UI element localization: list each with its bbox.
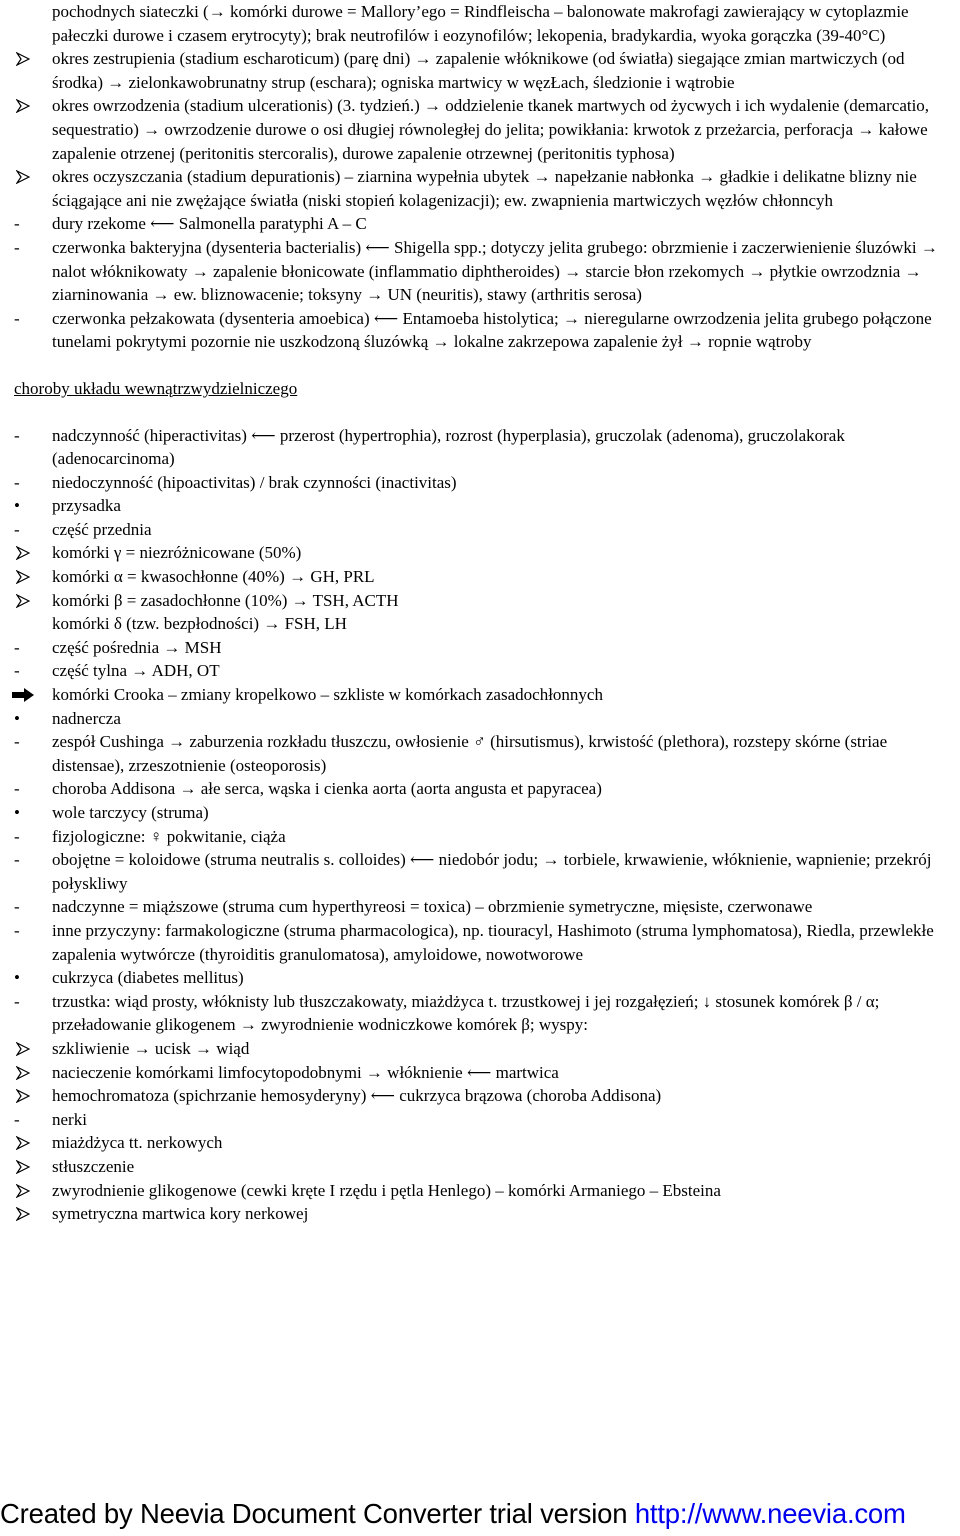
list-item [14, 494, 944, 518]
dash-bullet: - [14, 308, 20, 328]
arrowhead-bullet-icon [14, 565, 44, 584]
list-item [14, 777, 944, 801]
list-item [14, 707, 944, 731]
list-item [14, 612, 944, 636]
list-item-text: część pośrednia → MSH [52, 637, 222, 657]
list-item [14, 236, 944, 307]
list-item [14, 1108, 944, 1132]
arrowhead-bullet-icon [14, 541, 44, 560]
bold-right-arrow-icon [14, 683, 44, 702]
list-item [14, 659, 944, 683]
round-bullet: • [14, 708, 20, 728]
list-item-text: nadczynność (hiperactivitas) ⟵ przerost (hypertrophia), rozrost (hyperplasia), gruczolak (adenoma), gruczolakorak (adenocarcinoma) [52, 425, 845, 469]
list-item [14, 895, 944, 919]
round-bullet: • [14, 496, 20, 516]
dash-bullet: - [14, 425, 20, 445]
list-item [14, 825, 944, 849]
list-item-text: pochodnych siateczki (→ komórki durowe = Mallory’ego = Rindfleischa – balonowate makrofagi zawierający w cytoplazmie pałeczki durowe i czasem erytrocyty); brak neutrofilów i eozynofilów; lekopenia, bradykardia, wyoka gorączka (39-40°C) [52, 2, 909, 45]
list-item-text: szkliwienie → ucisk → wiąd [52, 1038, 250, 1058]
list-item-text: komórki δ (tzw. bezpłodności) → FSH, LH [52, 614, 347, 634]
dash-bullet: - [14, 826, 20, 846]
list-item [14, 212, 944, 236]
converter-footer [0, 1498, 960, 1530]
arrowhead-bullet-icon [14, 1179, 44, 1198]
list-item-text: przysadka [52, 496, 121, 516]
list-item-text: komórki γ = niezróżnicowane (50%) [52, 543, 302, 563]
arrowhead-bullet-icon [14, 1131, 44, 1150]
list-item [14, 1179, 944, 1203]
list-item-text: część przednia [52, 519, 152, 539]
list-item-text: cukrzyca (diabetes mellitus) [52, 968, 244, 988]
arrowhead-bullet-icon [14, 589, 44, 608]
list-item-text: komórki α = kwasochłonne (40%) → GH, PRL [52, 567, 375, 587]
list-item-text: hemochromatoza (spichrzanie hemosyderyny) ⟵ cukrzyca brązowa (choroba Addisona) [52, 1086, 662, 1106]
list-item-text: trzustka: wiąd prosty, włóknisty lub tłuszczakowaty, miażdżyca t. trzustkowej i jej rozgałęzień; ↓ stosunek komórek β / α; przeładowanie glikogenem → zwyrodnienie wodniczkowe komórek β; wyspy: [52, 991, 880, 1035]
footer-link[interactable]: http://www.neevia.com [634, 1498, 906, 1529]
list-item [14, 990, 944, 1037]
list-item-text: okres zestrupienia (stadium escharoticum) (parę dni) → zapalenie włóknikowe (od światła) siegające zmian martwiczych (od środka) → zielonkawobrunatny strup (eschara); ogniska martwicy w węzŁach, śledzionie i wątrobie [52, 49, 905, 92]
section-heading: choroby układu wewnątrzwydzielniczego [14, 378, 298, 398]
list-item-text: zwyrodnienie glikogenowe (cewki kręte I rzędu i pętla Henlego) – komórki Armaniego – Ebsteina [52, 1180, 721, 1200]
document-body [14, 0, 944, 1226]
round-bullet: • [14, 803, 20, 822]
list-item [14, 636, 944, 660]
list-item [14, 1155, 944, 1179]
dash-bullet: - [14, 991, 20, 1011]
dash-bullet: - [14, 779, 20, 799]
list-item [14, 541, 944, 565]
list-item-text: dury rzekome ⟵ Salmonella paratyphi A – C [52, 214, 367, 234]
list-item-text: część tylna → ADH, OT [52, 661, 220, 681]
list-item-text: miażdżyca tt. nerkowych [52, 1133, 223, 1153]
dash-bullet: - [14, 1109, 20, 1129]
list-item [14, 0, 944, 47]
arrowhead-bullet-icon [14, 1061, 44, 1080]
dash-bullet: - [14, 214, 20, 234]
list-item [14, 589, 944, 613]
list-item [14, 848, 944, 895]
list-item-text: stłuszczenie [52, 1156, 135, 1176]
dash-bullet: - [14, 661, 20, 681]
list-item [14, 801, 944, 825]
list-item-text: okres oczyszczania (stadium depurationis) – ziarnina wypełnia ubytek → napełzanie nabłonka → gładkie i delikatne blizny nie ściągające ani nie zwężające światła (niski stopień kolagenizacji); ew. zwapnienia martwiczych węzłów chłonncyh [52, 167, 917, 210]
list-item [14, 1037, 944, 1061]
list-item [14, 966, 944, 990]
list-item [14, 1061, 944, 1085]
list-item [14, 919, 944, 966]
dash-bullet: - [14, 732, 20, 752]
dash-bullet: - [14, 519, 20, 539]
round-bullet: • [14, 968, 20, 988]
arrowhead-bullet-icon [14, 1155, 44, 1174]
list-item-text: czerwonka bakteryjna (dysenteria bacterialis) ⟵ Shigella spp.; dotyczy jelita grubego: obrzmienie i zaczerwienienie śluzówki → nalot włóknikowaty → zapalenie błonicowate (inflammatio diphtheroides) → starcie błon rzekomych → płytkie owrzodznia → ziarninowania → ew. bliznowacenie; toksyny → UN (neuritis), stawy (arthritis serosa) [52, 237, 938, 305]
arrowhead-bullet-icon [14, 1202, 44, 1221]
dash-bullet: - [14, 472, 20, 492]
list-item [14, 1084, 944, 1108]
arrowhead-bullet-icon [14, 47, 44, 66]
list-item-text: wole tarczycy (struma) [52, 803, 209, 822]
list-item [14, 730, 944, 777]
arrowhead-bullet-icon [14, 165, 44, 184]
list-item [14, 47, 944, 94]
list-item-text: czerwonka pełzakowata (dysenteria amoebica) ⟵ Entamoeba histolytica; → nieregularne owrzodzenia jelita grubego połączone tunelami pokrytymi pozornie nie uszkodzoną śluzówką → lokalne zakrzepowa zapalenie żył → ropnie wątroby [52, 308, 932, 352]
list-item [14, 307, 944, 354]
list-item-text: niedoczynność (hipoactivitas) / brak czynności (inactivitas) [52, 472, 457, 492]
list-item-text: choroba Addisona → ałe serca, wąska i cienka aorta (aorta angusta et papyracea) [52, 779, 602, 799]
list-item-text: komórki Crooka – zmiany kropelkowo – szkliste w komórkach zasadochłonnych [52, 685, 603, 705]
list-item-text: nerki [52, 1109, 87, 1129]
list-item [14, 424, 944, 471]
arrowhead-bullet-icon [14, 1084, 44, 1103]
list-item-text: inne przyczyny: farmakologiczne (struma pharmacologica), np. tiouracyl, Hashimoto (struma lymphomatosa), Riedla, przewlekłe zapalenia wytwórcze (thyroiditis granulomatosa), amyloidowe, nowotworowe [52, 920, 934, 964]
list-item [14, 94, 944, 165]
list-item-text: zespół Cushinga → zaburzenia rozkładu tłuszczu, owłosienie ♂ (hirsutismus), krwistość (plethora), rozstepy skórne (striae distensae), zrzeszotnienie (osteoporosis) [52, 732, 888, 775]
arrowhead-bullet-icon [14, 94, 44, 113]
dash-bullet: - [14, 237, 20, 257]
footer-text: Created by Neevia Document Converter trial version [0, 1498, 635, 1529]
list-item [14, 683, 944, 707]
dash-bullet: - [14, 637, 20, 657]
dash-bullet: - [14, 920, 20, 940]
list-item-text: okres owrzodzenia (stadium ulcerationis) (3. tydzień.) → oddzielenie tkanek martwych od życwych i ich wydalenie (demarcatio, sequestratio) → owrzodzenie durowe o osi długiej równoległej do jelita; powikłania: krwotok z przeżarcia, perforacja → kałowe zapalenie otrzenej (peritonitis stercoralis), durowe zapalenie otrzewnej (peritonitis typhosa) [52, 96, 930, 163]
list-item [14, 518, 944, 542]
list-item-text: nadczynne = miąższowe (struma cum hyperthyreosi = toxica) – obrzmienie symetryczne, mięsiste, czerwonawe [52, 897, 813, 917]
list-item [14, 1202, 944, 1226]
list-item-text: obojętne = koloidowe (struma neutralis s. colloides) ⟵ niedobór jodu; → torbiele, krwawienie, włóknienie, wapnienie; przekrój połyskliwy [52, 850, 932, 893]
dash-bullet: - [14, 850, 20, 870]
arrowhead-bullet-icon [14, 1037, 44, 1056]
list-item-text: fizjologiczne: ♀ pokwitanie, ciąża [52, 826, 286, 846]
list-item [14, 565, 944, 589]
list-item-text: komórki β = zasadochłonne (10%) → TSH, ACTH [52, 590, 399, 610]
list-item-text: nadnercza [52, 708, 121, 728]
list-item [14, 1131, 944, 1155]
list-item [14, 471, 944, 495]
list-item [14, 165, 944, 212]
dash-bullet: - [14, 897, 20, 917]
list-item-text: nacieczenie komórkami limfocytopodobnymi → włóknienie ⟵ martwica [52, 1062, 559, 1082]
list-item-text: symetryczna martwica kory nerkowej [52, 1204, 309, 1224]
